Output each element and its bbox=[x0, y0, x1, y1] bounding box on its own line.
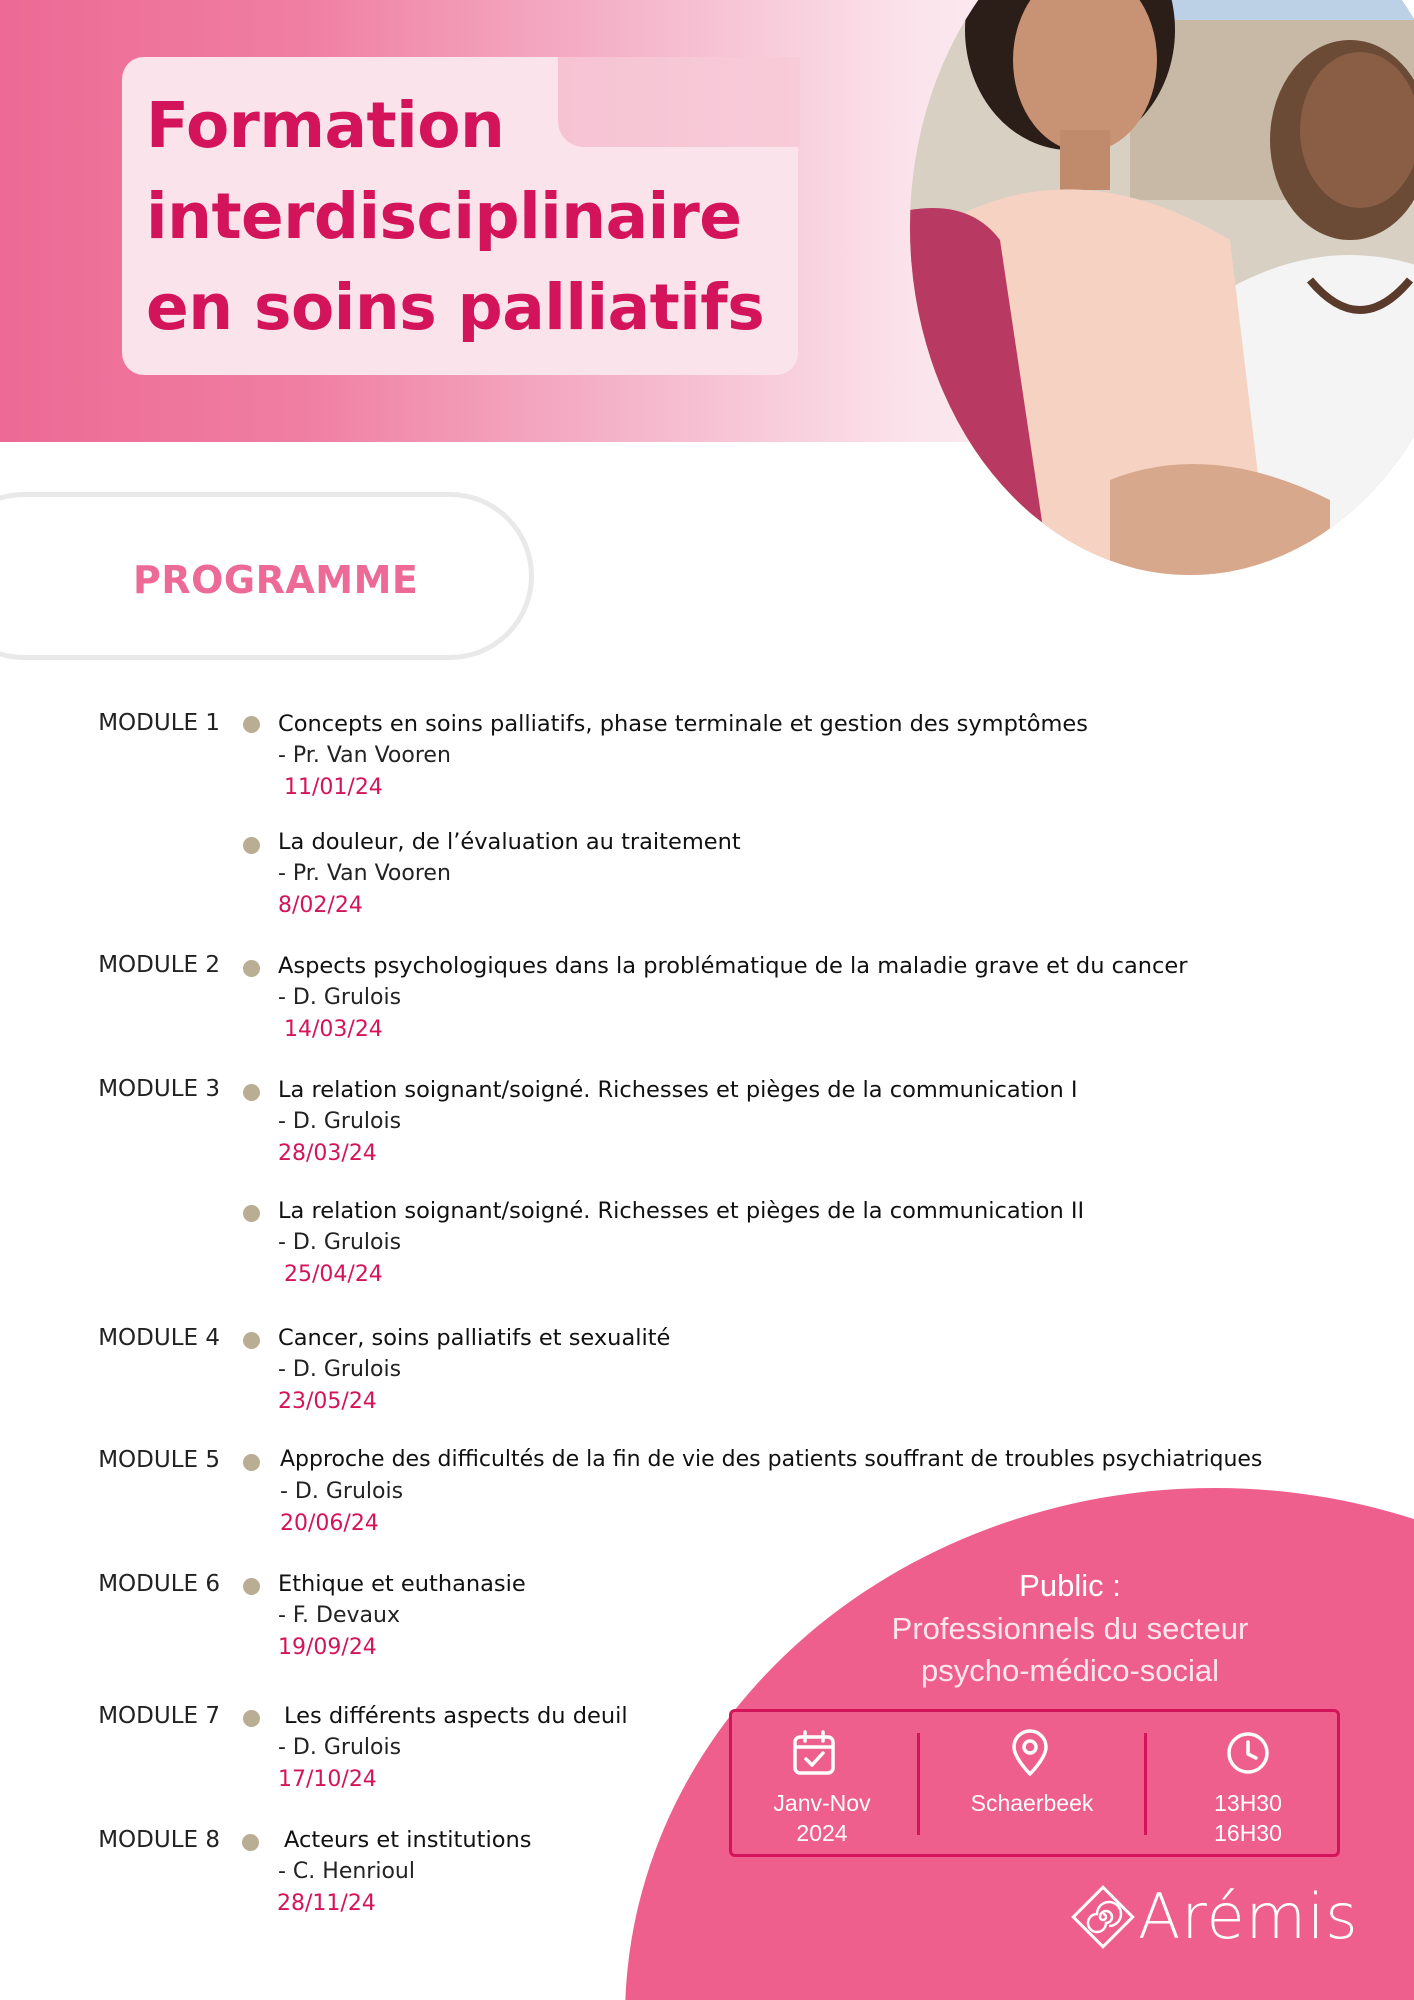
item-title: Concepts en soins palliatifs, phase terminale et gestion des symptômes bbox=[278, 711, 1088, 737]
bullet-dot bbox=[242, 1834, 259, 1851]
bullet-dot bbox=[243, 837, 260, 854]
page-title bbox=[146, 80, 806, 353]
module-label-7: MODULE 7 bbox=[98, 1703, 220, 1729]
title-line-1: Formation bbox=[146, 89, 505, 162]
item-speaker: - C. Henrioul bbox=[278, 1859, 415, 1884]
bullet-dot bbox=[243, 1710, 260, 1727]
clock-icon bbox=[1225, 1730, 1271, 1781]
module-label-4: MODULE 4 bbox=[98, 1325, 220, 1351]
item-date: 23/05/24 bbox=[278, 1389, 377, 1414]
item-date: 20/06/24 bbox=[280, 1511, 379, 1536]
bullet-dot bbox=[243, 1332, 260, 1349]
item-date: 28/03/24 bbox=[278, 1141, 377, 1166]
item-title: La relation soignant/soigné. Richesses et pièges de la communication II bbox=[278, 1198, 1085, 1224]
period-months: Janv-Nov bbox=[773, 1790, 871, 1816]
calendar-icon bbox=[792, 1730, 836, 1781]
bullet-dot bbox=[243, 716, 260, 733]
module-label-5: MODULE 5 bbox=[98, 1447, 220, 1473]
item-title: Approche des difficultés de la fin de vie des patients souffrant de troubles psychiatriques bbox=[280, 1447, 1263, 1472]
item-title: Les différents aspects du deuil bbox=[284, 1703, 628, 1729]
brand-name: Arémis bbox=[1138, 1880, 1359, 1953]
item-date: 17/10/24 bbox=[278, 1767, 377, 1792]
module-label-6: MODULE 6 bbox=[98, 1571, 220, 1597]
item-speaker: - D. Grulois bbox=[278, 1735, 402, 1760]
public-line-1: Professionnels du secteur bbox=[891, 1611, 1249, 1646]
item-speaker: - D. Grulois bbox=[278, 985, 402, 1010]
item-speaker: - Pr. Van Vooren bbox=[278, 861, 451, 886]
item-title: La relation soignant/soigné. Richesses et pièges de la communication I bbox=[278, 1077, 1078, 1103]
info-hours bbox=[1148, 1788, 1348, 1848]
item-date: 19/09/24 bbox=[278, 1635, 377, 1660]
item-speaker: - D. Grulois bbox=[280, 1479, 404, 1504]
item-speaker: - D. Grulois bbox=[278, 1230, 402, 1255]
item-speaker: - Pr. Van Vooren bbox=[278, 743, 451, 768]
item-date: 14/03/24 bbox=[284, 1017, 383, 1042]
location-pin-icon bbox=[1009, 1729, 1051, 1782]
header-photo bbox=[910, 0, 1414, 575]
programme-label: PROGRAMME bbox=[133, 558, 419, 602]
title-line-3: en soins palliatifs bbox=[146, 271, 765, 344]
bullet-dot bbox=[243, 1205, 260, 1222]
item-date: 25/04/24 bbox=[284, 1262, 383, 1287]
module-label-8: MODULE 8 bbox=[98, 1827, 220, 1853]
period-year: 2024 bbox=[796, 1820, 848, 1846]
aremis-logo-icon bbox=[1070, 1884, 1136, 1955]
item-title: Aspects psychologiques dans la problématique de la maladie grave et du cancer bbox=[278, 953, 1188, 979]
info-location: Schaerbeek bbox=[970, 1790, 1094, 1816]
bullet-dot bbox=[243, 1454, 260, 1471]
item-date: 8/02/24 bbox=[278, 893, 363, 918]
item-title: Ethique et euthanasie bbox=[278, 1571, 526, 1597]
public-line-2: psycho-médico-social bbox=[920, 1653, 1220, 1688]
bullet-dot bbox=[243, 1578, 260, 1595]
item-title: Cancer, soins palliatifs et sexualité bbox=[278, 1325, 671, 1351]
public-title: Public : bbox=[1019, 1568, 1121, 1603]
module-label-1: MODULE 1 bbox=[98, 710, 220, 736]
info-period bbox=[722, 1788, 922, 1848]
item-date: 28/11/24 bbox=[277, 1891, 376, 1916]
module-label-2: MODULE 2 bbox=[98, 952, 220, 978]
bullet-dot bbox=[243, 1084, 260, 1101]
hours-start: 13H30 bbox=[1214, 1790, 1282, 1816]
item-speaker: - D. Grulois bbox=[278, 1109, 402, 1134]
bullet-dot bbox=[243, 960, 260, 977]
hours-end: 16H30 bbox=[1214, 1820, 1282, 1846]
title-line-2: interdisciplinaire bbox=[146, 180, 742, 253]
item-speaker: - D. Grulois bbox=[278, 1357, 402, 1382]
item-title: La douleur, de l’évaluation au traitement bbox=[278, 829, 741, 855]
item-speaker: - F. Devaux bbox=[278, 1603, 400, 1628]
item-title: Acteurs et institutions bbox=[284, 1827, 532, 1853]
module-label-3: MODULE 3 bbox=[98, 1076, 220, 1102]
item-date: 11/01/24 bbox=[284, 775, 383, 800]
info-separator bbox=[1144, 1733, 1147, 1835]
